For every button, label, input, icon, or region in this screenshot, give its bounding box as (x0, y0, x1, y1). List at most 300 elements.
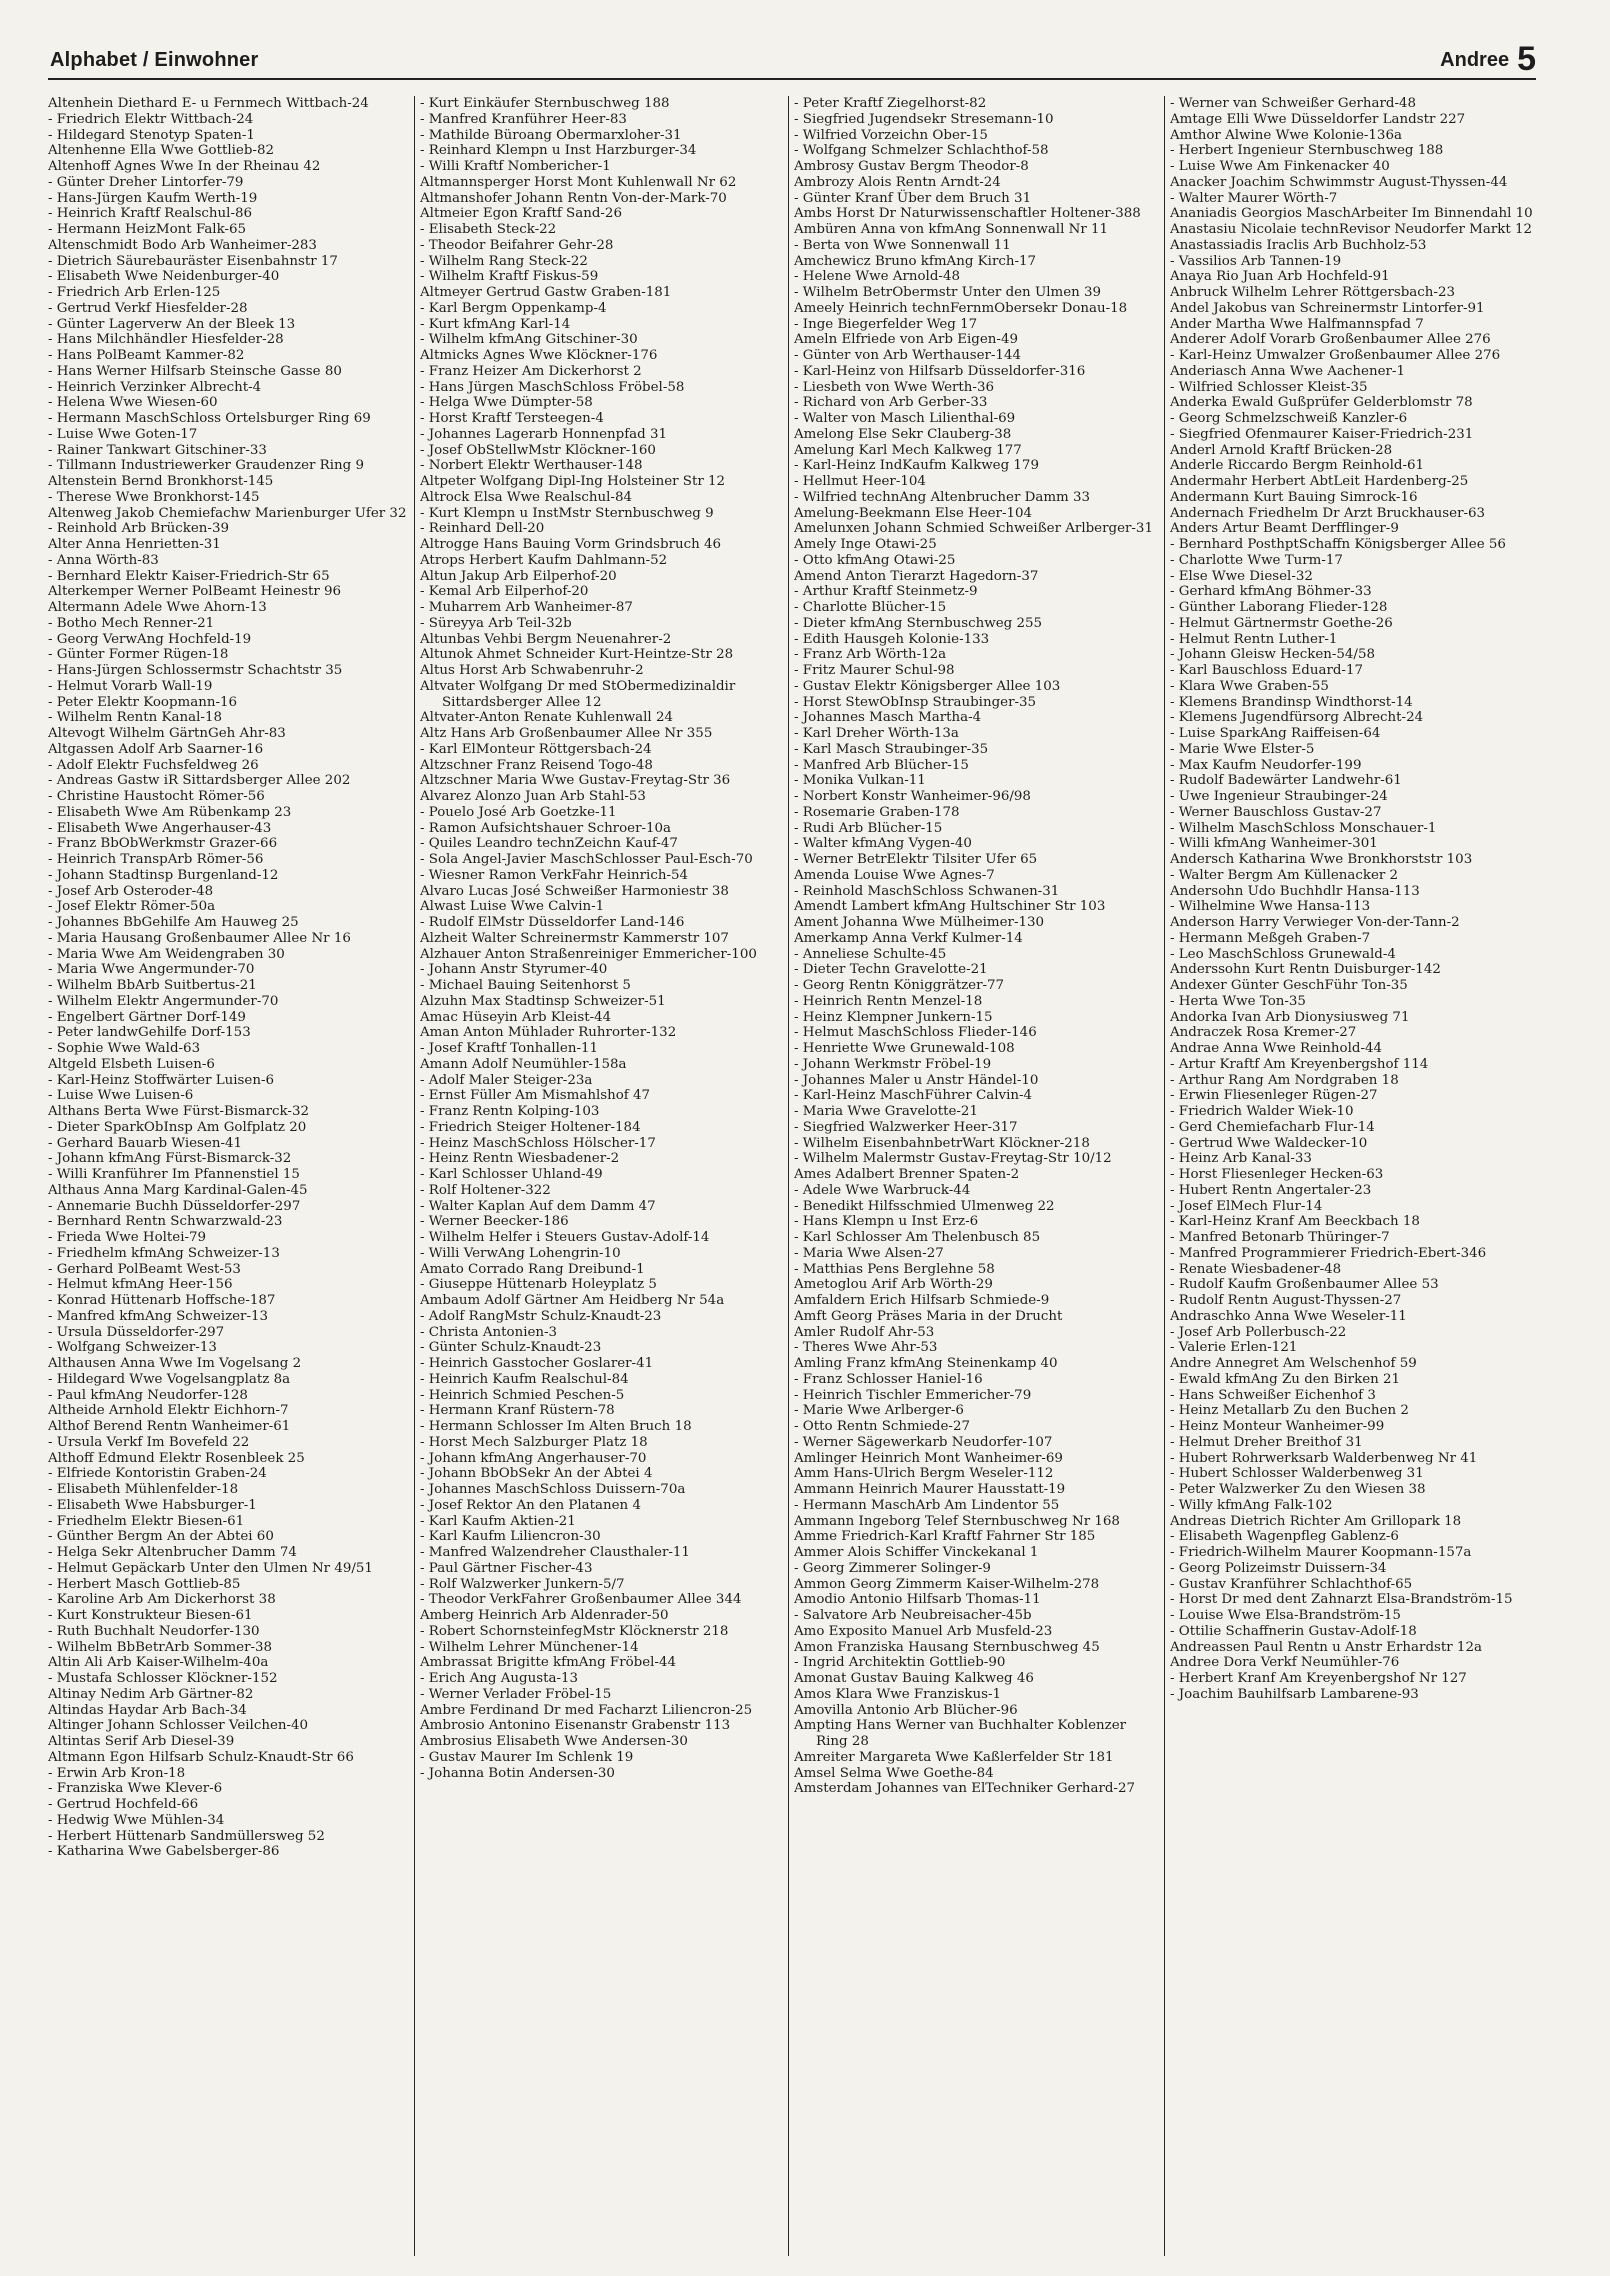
directory-entry: - Heinz MaschSchloss Hölscher-17 (420, 1135, 656, 1151)
directory-entry: - Ruth Buchhalt Neudorfer-130 (48, 1623, 260, 1639)
directory-entry: - Giuseppe Hüttenarb Holeyplatz 5 (420, 1277, 657, 1293)
directory-entry: - Gerd Chemiefacharb Flur-14 (1170, 1119, 1375, 1135)
directory-entry: - Theodor Beifahrer Gehr-28 (420, 237, 614, 253)
directory-entry: - Johannes Maler u Anstr Händel-10 (794, 1072, 1039, 1088)
directory-entry: - Heinrich Schmied Peschen-5 (420, 1387, 625, 1403)
directory-entry: - Siegfried Walzwerker Heer-317 (794, 1119, 1018, 1135)
directory-entry: Amfaldern Erich Hilfsarb Schmiede-9 (794, 1293, 1050, 1308)
directory-entry: - Elisabeth Wwe Angerhauser-43 (48, 820, 272, 836)
directory-entry: - Hans-Jürgen Schlossermstr Schachtstr 35 (48, 663, 343, 678)
directory-entry: - Anneliese Schulte-45 (794, 946, 947, 962)
directory-entry: - Klara Wwe Graben-55 (1170, 678, 1329, 694)
directory-entry: - Manfred Programmierer Friedrich-Ebert-346 (1170, 1245, 1487, 1261)
directory-entry: - Wilhelm Helfer i Steuers Gustav-Adolf-14 (420, 1230, 710, 1245)
directory-entry: Ament Johanna Wwe Mülheimer-130 (794, 915, 1045, 930)
directory-entry: Ananiadis Georgios MaschArbeiter Im Binnendahl 10 (1170, 206, 1533, 222)
directory-entry: - Karl Dreher Wörth-13a (794, 726, 959, 741)
directory-entry: Alvarez Alonzo Juan Arb Stahl-53 (420, 789, 646, 804)
directory-entry: Amsterdam Johannes van ElTechniker Gerhard-27 (794, 1781, 1135, 1797)
directory-entry: Altunok Ahmet Schneider Kurt-Heintze-Str 28 (420, 647, 734, 663)
directory-entry: - Johann Werkmstr Fröbel-19 (794, 1056, 992, 1072)
directory-entry: - Walter Kaplan Auf dem Damm 47 (420, 1198, 656, 1214)
directory-entry: - Ingrid Architektin Gottlieb-90 (794, 1655, 1006, 1671)
directory-entry: - Salvatore Arb Neubreisacher-45b (794, 1608, 1032, 1623)
directory-entry: - Theres Wwe Ahr-53 (794, 1340, 938, 1356)
directory-entry: - Max Kaufm Neudorfer-199 (1170, 757, 1362, 773)
directory-entry: - Siegfried Jugendsekr Stresemann-10 (794, 111, 1054, 127)
directory-entry: - Karl-Heinz von Hilfsarb Düsseldorfer-316 (794, 363, 1086, 379)
directory-entry: - Wilhelm Rang Steck-22 (420, 253, 588, 269)
directory-entry: - Maria Wwe Gravelotte-21 (794, 1104, 978, 1119)
directory-entry: - Johann kfmAng Fürst-Bismarck-32 (48, 1151, 292, 1167)
directory-entry: Andersohn Udo Buchhdlr Hansa-113 (1170, 883, 1420, 899)
directory-entry: - Heinz Klempner Junkern-15 (794, 1009, 993, 1025)
directory-entry: - Dietrich Säurebauräster Eisenbahnstr 17 (48, 253, 338, 269)
directory-entry: - Wilhelm Malermstr Gustav-Freytag-Str 10/12 (794, 1151, 1112, 1167)
directory-entry: - Charlotte Wwe Turm-17 (1170, 552, 1343, 568)
directory-entry: Altmeyer Gertrud Gastw Graben-181 (420, 285, 672, 300)
directory-entry: - Karl-Heinz IndKaufm Kalkweg 179 (794, 458, 1039, 474)
directory-entry: - Robert SchornsteinfegMstr Klöcknerstr 218 (420, 1623, 729, 1639)
directory-entry: Althof Berend Rentn Wanheimer-61 (48, 1419, 291, 1434)
directory-entry: - Ernst Füller Am Mismahlshof 47 (420, 1088, 651, 1104)
directory-entry: - Willi VerwAng Lohengrin-10 (420, 1245, 621, 1261)
directory-entry: Amenda Louise Wwe Agnes-7 (794, 867, 995, 883)
directory-entry: - Christine Haustocht Römer-56 (48, 789, 265, 804)
directory-entry: - Wolfgang Schmelzer Schlachthof-58 (794, 143, 1049, 159)
directory-entry: - Friedrich Elektr Wittbach-24 (48, 111, 254, 127)
directory-entry: - Muharrem Arb Wanheimer-87 (420, 600, 633, 615)
directory-entry: Amft Georg Präses Maria in der Drucht (794, 1308, 1063, 1324)
directory-entry: Altenstein Bernd Bronkhorst-145 (48, 474, 274, 489)
directory-entry: - Manfred kfmAng Schweizer-13 (48, 1308, 269, 1324)
directory-entry: Anderiasch Anna Wwe Aachener-1 (1170, 363, 1405, 379)
directory-entry: - Maria Wwe Am Weidengraben 30 (48, 946, 285, 962)
directory-entry: Atrops Herbert Kaufm Dahlmann-52 (420, 552, 668, 568)
directory-entry: - Friedrich-Wilhelm Maurer Koopmann-157a (1170, 1545, 1472, 1560)
directory-entry: Altrock Elsa Wwe Realschul-84 (420, 489, 632, 505)
directory-entry: Amerkamp Anna Verkf Kulmer-14 (794, 930, 1023, 946)
directory-entry: - Liesbeth von Wwe Werth-36 (794, 379, 994, 395)
directory-entry: - Wilhelm Kraftf Fiskus-59 (420, 269, 599, 285)
directory-entry: - Reinhard Klempn u Inst Harzburger-34 (420, 143, 697, 159)
directory-entry: Altmeier Egon Kraftf Sand-26 (420, 206, 622, 222)
directory-entry: - Johann Stadtinsp Burgenland-12 (48, 867, 279, 883)
directory-entry: - Adolf Maler Steiger-23a (420, 1072, 593, 1088)
directory-entry: - Elfriede Kontoristin Graben-24 (48, 1466, 267, 1482)
directory-entry: - Fritz Maurer Schul-98 (794, 663, 955, 678)
directory-entry: - Hans PolBeamt Kammer-82 (48, 348, 245, 363)
directory-entry: Altenhoff Agnes Wwe In der Rheinau 42 (48, 159, 321, 174)
directory-entry: - Bernhard PosthptSchaffn Königsberger Allee 56 (1170, 537, 1506, 552)
page-header (48, 40, 1536, 80)
directory-entry: - Artur Kraftf Am Kreyenbergshof 114 (1170, 1056, 1429, 1072)
directory-entry: - Erwin Arb Kron-18 (48, 1765, 186, 1781)
directory-entry: - Johannes Masch Martha-4 (794, 710, 982, 726)
directory-entry: Andraczek Rosa Kremer-27 (1170, 1025, 1357, 1041)
directory-entry: Alterkemper Werner PolBeamt Heinestr 96 (48, 584, 342, 600)
directory-entry: - Kurt kfmAng Karl-14 (420, 316, 571, 332)
directory-entry: Altpeter Wolfgang Dipl-Ing Holsteiner Str 12 (420, 474, 726, 489)
directory-entry: - Wolfgang Schweizer-13 (48, 1340, 217, 1356)
directory-entry: - Horst Kraftf Tersteegen-4 (420, 411, 604, 426)
directory-entry: - Matthias Pens Berglehne 58 (794, 1261, 995, 1277)
directory-entry: - Willi Kranführer Im Pfannenstiel 15 (48, 1167, 300, 1182)
directory-entry: - Ottilie Schaffnerin Gustav-Adolf-18 (1170, 1623, 1417, 1639)
directory-entry: Amelung Karl Mech Kalkweg 177 (794, 442, 1022, 458)
directory-entry: Altzschner Maria Wwe Gustav-Freytag-Str 36 (420, 773, 731, 789)
directory-entry: Altgassen Adolf Arb Saarner-16 (48, 741, 264, 757)
directory-entry: - Else Wwe Diesel-32 (1170, 568, 1313, 584)
directory-entry: - Peter Kraftf Ziegelhorst-82 (794, 96, 987, 111)
directory-entry: - Henriette Wwe Grunewald-108 (794, 1041, 1015, 1056)
directory-entry: Amac Hüseyin Arb Kleist-44 (420, 1009, 612, 1025)
directory-entry: - Günter Schulz-Knaudt-23 (420, 1340, 602, 1356)
directory-entry: Altgeld Elsbeth Luisen-6 (48, 1056, 215, 1072)
directory-entry: - Hubert Rentn Angertaler-23 (1170, 1182, 1372, 1198)
directory-entry: Amon Franziska Hausang Sternbuschweg 45 (794, 1639, 1100, 1655)
directory-entry: - Hubert Schlosser Walderbenweg 31 (1170, 1466, 1424, 1482)
directory-entry: - Walter von Masch Lilienthal-69 (794, 411, 1016, 426)
directory-entry: - Werner BetrElektr Tilsiter Ufer 65 (794, 852, 1038, 867)
directory-entry: - Kurt Konstrukteur Biesen-61 (48, 1608, 253, 1623)
directory-entry: - Michael Bauing Seitenhorst 5 (420, 978, 631, 993)
directory-entry: Altmannsperger Horst Mont Kuhlenwall Nr 62 (420, 174, 737, 190)
directory-entry: - Elisabeth Steck-22 (420, 222, 557, 237)
directory-entry: - Wilfried Vorzeichn Ober-15 (794, 127, 988, 143)
directory-entry: Andree Dora Verkf Neumühler-76 (1170, 1655, 1400, 1671)
directory-entry: Anastasiu Nicolaie technRevisor Neudorfer Markt 12 (1170, 222, 1533, 237)
directory-entry: - Rudolf Rentn August-Thyssen-27 (1170, 1293, 1402, 1308)
directory-entry: - Adolf Elektr Fuchsfeldweg 26 (48, 757, 259, 773)
directory-entry: - Wilhelm Rentn Kanal-18 (48, 710, 222, 726)
directory-entry: Amler Rudolf Ahr-53 (794, 1324, 935, 1340)
directory-entry: - Hans Milchhändler Hiesfelder-28 (48, 332, 284, 348)
directory-entry: Amthor Alwine Wwe Kolonie-136a (1170, 127, 1402, 143)
directory-entry: - Johanna Botin Andersen-30 (420, 1765, 615, 1781)
directory-entry: - Hans Jürgen MaschSchloss Fröbel-58 (420, 379, 685, 395)
directory-entry: - Johann Anstr Styrumer-40 (420, 962, 608, 978)
directory-entry: - Paul Gärtner Fischer-43 (420, 1560, 593, 1576)
directory-entry: - Annemarie Buchh Düsseldorfer-297 (48, 1198, 301, 1214)
directory-entry: - Manfred Betonarb Thüringer-7 (1170, 1230, 1390, 1245)
directory-entry: - Helene Wwe Arnold-48 (794, 269, 960, 285)
directory-entry: - Frieda Wwe Holtei-79 (48, 1230, 207, 1245)
directory-entry: - Heinz Metallarb Zu den Buchen 2 (1170, 1403, 1409, 1419)
directory-entry: - Horst StewObInsp Straubinger-35 (794, 694, 1037, 710)
directory-entry: - Peter Elektr Koopmann-16 (48, 694, 238, 710)
directory-entry: - Karl Kaufm Liliencron-30 (420, 1529, 601, 1545)
directory-entry: Altz Hans Arb Großenbaumer Allee Nr 355 (420, 726, 713, 741)
directory-entry: Amelong Else Sekr Clauberg-38 (794, 426, 1012, 442)
directory-entry: - Werner Beecker-186 (420, 1214, 569, 1230)
directory-entry: Altevogt Wilhelm GärtnGeh Ahr-83 (48, 726, 286, 741)
directory-entry: - Johann BbObSekr An der Abtei 4 (420, 1466, 653, 1482)
directory-entry: - Helmut Dreher Breithof 31 (1170, 1434, 1363, 1450)
directory-entry: - Vassilios Arb Tannen-19 (1170, 253, 1342, 269)
directory-entry: - Josef ElMech Flur-14 (1170, 1198, 1323, 1214)
directory-entry: - Franz Schlosser Haniel-16 (794, 1371, 983, 1387)
directory-entry: Ambüren Anna von kfmAng Sonnenwall Nr 11 (794, 222, 1109, 237)
directory-entry: - Rudi Arb Blücher-15 (794, 820, 943, 836)
directory-entry: - Elisabeth Wwe Am Rübenkamp 23 (48, 804, 292, 820)
directory-entry: - Günter Lagerverw An der Bleek 13 (48, 316, 296, 332)
directory-entry: Andel Jakobus van Schreinermstr Lintorfer-91 (1170, 300, 1485, 316)
directory-entry: - Ursula Düsseldorfer-297 (48, 1324, 225, 1340)
directory-entry: - Rudolf Badewärter Landwehr-61 (1170, 773, 1402, 789)
directory-entry: - Karl Bauschloss Eduard-17 (1170, 663, 1363, 678)
directory-entry: - Christa Antonien-3 (420, 1324, 558, 1340)
directory-entry: Ammann Heinrich Maurer Hausstatt-19 (794, 1482, 1066, 1497)
directory-entry: - Ursula Verkf Im Bovefeld 22 (48, 1434, 250, 1450)
directory-entry: - Norbert Elektr Werthauser-148 (420, 458, 643, 474)
directory-entry: Anderssohn Kurt Rentn Duisburger-142 (1170, 962, 1441, 978)
directory-entry: - Quiles Leandro technZeichn Kauf-47 (420, 836, 678, 852)
directory-entry: - Karl-Heinz Umwalzer Großenbaumer Allee 276 (1170, 348, 1501, 363)
directory-entry: - Helmut Gärtnermstr Goethe-26 (1170, 615, 1393, 631)
directory-entry: Andreas Dietrich Richter Am Grillopark 18 (1170, 1513, 1462, 1529)
directory-entry: Amann Adolf Neumühler-158a (420, 1056, 627, 1072)
directory-entry: Altinger Johann Schlosser Veilchen-40 (48, 1718, 309, 1734)
directory-entry: - Herbert Masch Gottlieb-85 (48, 1576, 241, 1592)
column-divider (788, 96, 789, 2256)
directory-entry: - Joachim Bauhilfsarb Lambarene-93 (1170, 1686, 1419, 1702)
directory-entry: - Marie Wwe Elster-5 (1170, 741, 1315, 757)
directory-entry: - Josef Elektr Römer-50a (48, 899, 216, 915)
directory-entry: - Herbert Kranf Am Kreyenbergshof Nr 127 (1170, 1671, 1467, 1686)
directory-entry: - Marie Wwe Arlberger-6 (794, 1403, 964, 1419)
directory-entry: Amlinger Heinrich Mont Wanheimer-69 (794, 1450, 1063, 1466)
directory-entry: - Theodor VerkFahrer Großenbaumer Allee 344 (420, 1592, 742, 1608)
directory-entry: - Franz Heizer Am Dickerhorst 2 (420, 363, 642, 379)
directory-entry: - Süreyya Arb Teil-32b (420, 615, 572, 631)
directory-entry: - Elisabeth Mühlenfelder-18 (48, 1482, 239, 1497)
directory-entry: Altzschner Franz Reisend Togo-48 (420, 757, 653, 773)
directory-entry: - Franz Rentn Kolping-103 (420, 1104, 600, 1119)
directory-entry: Altenschmidt Bodo Arb Wanheimer-283 (48, 237, 317, 253)
directory-entry: - Rosemarie Graben-178 (794, 804, 960, 820)
directory-entry: - Sola Angel-Javier MaschSchlosser Paul-Esch-70 (420, 852, 753, 867)
running-head-keyword: Andree (1440, 49, 1510, 71)
directory-entry: - Wilhelm MaschSchloss Monschauer-1 (1170, 820, 1437, 836)
directory-entry: Ambrosy Gustav Bergm Theodor-8 (794, 159, 1029, 174)
directory-column (48, 96, 408, 2252)
directory-entry: Andexer Günter GeschFühr Ton-35 (1170, 978, 1408, 993)
directory-entry: Althans Berta Wwe Fürst-Bismarck-32 (48, 1104, 309, 1119)
directory-entry: - Karl Kaufm Aktien-21 (420, 1513, 576, 1529)
directory-entry: - Maria Wwe Alsen-27 (794, 1245, 944, 1261)
directory-entry: Amme Friedrich-Karl Kraftf Fahrner Str 185 (794, 1529, 1096, 1545)
directory-entry: - Rainer Tankwart Gitschiner-33 (48, 442, 267, 458)
directory-entry: - Heinrich TranspArb Römer-56 (48, 852, 264, 867)
directory-entry: Ametoglou Arif Arb Wörth-29 (794, 1277, 993, 1293)
directory-entry: - Friedrich Steiger Holtener-184 (420, 1119, 641, 1135)
directory-entry: Andermahr Herbert AbtLeit Hardenberg-25 (1170, 474, 1469, 489)
directory-entry: Altin Ali Arb Kaiser-Wilhelm-40a (48, 1655, 269, 1671)
directory-entry: - Walter Maurer Wörth-7 (1170, 190, 1338, 206)
directory-entry: - Gertrud Wwe Waldecker-10 (1170, 1135, 1368, 1151)
directory-entry: - Heinrich Verzinker Albrecht-4 (48, 379, 262, 395)
directory-entry: Althausen Anna Wwe Im Vogelsang 2 (48, 1356, 302, 1371)
directory-entry: - Günter Dreher Lintorfer-79 (48, 174, 244, 190)
directory-entry: - Friedhelm Elektr Biesen-61 (48, 1513, 245, 1529)
directory-entry: - Therese Wwe Bronkhorst-145 (48, 489, 260, 505)
directory-entry: Ambs Horst Dr Naturwissenschaftler Holtener-388 (794, 206, 1141, 222)
directory-entry: Ambaum Adolf Gärtner Am Heidberg Nr 54a (420, 1293, 725, 1308)
directory-entry: - Günter Former Rügen-18 (48, 647, 229, 663)
directory-entry: - Wilhelm BbArb Suitbertus-21 (48, 978, 257, 993)
directory-entry: - Horst Dr med dent Zahnarzt Elsa-Brandström-15 (1170, 1592, 1513, 1608)
directory-entry: - Elisabeth Wagenpfleg Gablenz-6 (1170, 1529, 1399, 1545)
directory-entry: - Reinhold MaschSchloss Schwanen-31 (794, 883, 1060, 899)
directory-entry: - Wilhelmine Wwe Hansa-113 (1170, 899, 1371, 915)
directory-entry: - Paul kfmAng Neudorfer-128 (48, 1387, 248, 1403)
directory-entry: Altenhenne Ella Wwe Gottlieb-82 (48, 143, 274, 159)
directory-entry: - Hans Werner Hilfsarb Steinsche Gasse 80 (48, 363, 342, 379)
directory-entry: - Bernhard Rentn Schwarzwald-23 (48, 1214, 283, 1230)
directory-entry: - Willi kfmAng Wanheimer-301 (1170, 836, 1378, 852)
directory-entry: - Gerhard PolBeamt West-53 (48, 1261, 241, 1277)
directory-entry: - Gerhard kfmAng Böhmer-33 (1170, 584, 1372, 600)
directory-entry: - Luise Wwe Am Finkenacker 40 (1170, 159, 1390, 174)
directory-entry: Andermann Kurt Bauing Simrock-16 (1170, 489, 1418, 505)
directory-entry: - Karl ElMonteur Röttgersbach-24 (420, 741, 652, 757)
directory-entry: Anders Artur Beamt Derfflinger-9 (1170, 521, 1399, 537)
directory-entry: - Manfred Arb Blücher-15 (794, 757, 969, 773)
directory-entry: Altvater-Anton Renate Kuhlenwall 24 (420, 710, 674, 726)
directory-entry: - Gertrud Verkf Hiesfelder-28 (48, 300, 248, 316)
directory-entry: - Johann Gleisw Hecken-54/58 (1170, 647, 1375, 663)
directory-entry: - Johannes Lagerarb Honnenpfad 31 (420, 426, 668, 442)
directory-entry: Ameln Elfriede von Arb Eigen-49 (794, 332, 1018, 348)
column-divider (414, 96, 415, 2256)
directory-entry: Andraschko Anna Wwe Weseler-11 (1170, 1308, 1407, 1324)
directory-entry: Amovilla Antonio Arb Blücher-96 (794, 1702, 1018, 1718)
directory-entry: - Hermann Schlosser Im Alten Bruch 18 (420, 1419, 692, 1434)
directory-entry: - Kurt Einkäufer Sternbuschweg 188 (420, 96, 670, 111)
directory-entry: Amling Franz kfmAng Steinenkamp 40 (794, 1356, 1058, 1371)
directory-column (1170, 96, 1536, 2252)
directory-entry: - Helmut kfmAng Heer-156 (48, 1277, 233, 1293)
directory-entry: - Hermann Meßgeh Graben-7 (1170, 930, 1371, 946)
directory-entry: - Karl Schlosser Uhland-49 (420, 1167, 603, 1182)
header-right (1440, 42, 1536, 76)
directory-entry: - Elisabeth Wwe Habsburger-1 (48, 1497, 257, 1513)
directory-entry: - Luise Wwe Goten-17 (48, 426, 198, 442)
directory-entry: - Manfred Walzendreher Clausthaler-11 (420, 1545, 690, 1560)
directory-entry: Andreassen Paul Rentn u Anstr Erhardstr 12a (1170, 1639, 1482, 1655)
directory-entry: - Karl-Heinz Kranf Am Beeckbach 18 (1170, 1214, 1420, 1230)
directory-entry: - Werner Verlader Fröbel-15 (420, 1686, 612, 1702)
directory-entry: - Engelbert Gärtner Dorf-149 (48, 1009, 246, 1025)
directory-entry: - Andreas Gastw iR Sittardsberger Allee 202 (48, 773, 351, 789)
directory-entry: - Georg VerwAng Hochfeld-19 (48, 631, 252, 647)
directory-entry: - Benedikt Hilfsschmied Ulmenweg 22 (794, 1198, 1055, 1214)
directory-entry: - Hermann MaschArb Am Lindentor 55 (794, 1497, 1060, 1513)
directory-entry: - Helga Wwe Dümpter-58 (420, 395, 593, 411)
directory-entry: Altmann Egon Hilfsarb Schulz-Knaudt-Str 66 (48, 1749, 354, 1765)
directory-entry: - Willy kfmAng Falk-102 (1170, 1497, 1333, 1513)
directory-entry: - Helena Wwe Wiesen-60 (48, 395, 218, 411)
section-title: Alphabet / Einwohner (50, 49, 259, 71)
directory-entry: - Gustav Elektr Königsberger Allee 103 (794, 678, 1061, 694)
directory-entry: - Georg Zimmerer Solinger-9 (794, 1560, 991, 1576)
directory-entry: - Wilhelm BbBetrArb Sommer-38 (48, 1639, 273, 1655)
directory-entry: - Werner van Schweißer Gerhard-48 (1170, 96, 1417, 111)
directory-entry: Anderle Riccardo Bergm Reinhold-61 (1170, 458, 1425, 474)
directory-entry: - Dieter kfmAng Sternbuschweg 255 (794, 615, 1043, 631)
directory-entry: - Heinz Arb Kanal-33 (1170, 1151, 1312, 1167)
directory-entry: - Peter Walzwerker Zu den Wiesen 38 (1170, 1482, 1426, 1497)
directory-entry: - Helga Sekr Altenbrucher Damm 74 (48, 1545, 297, 1560)
directory-entry: - Rudolf ElMstr Düsseldorfer Land-146 (420, 915, 685, 930)
directory-entry: - Adele Wwe Warbruck-44 (794, 1182, 971, 1198)
directory-entry: Amreiter Margareta Wwe Kaßlerfelder Str 181 (794, 1749, 1114, 1765)
directory-entry: - Richard von Arb Gerber-33 (794, 395, 988, 411)
directory-entry: - Walter Bergm Am Küllenacker 2 (1170, 867, 1399, 883)
directory-entry: - Dieter Techn Gravelotte-21 (794, 962, 988, 978)
directory-entry: Alzhauer Anton Straßenreiniger Emmericher-100 (420, 946, 757, 962)
directory-entry: - Mustafa Schlosser Klöckner-152 (48, 1671, 278, 1686)
directory-entry: Altindas Haydar Arb Bach-34 (48, 1702, 247, 1718)
directory-entry: Ambrosio Antonino Eisenanstr Grabenstr 113 (420, 1718, 731, 1734)
directory-entry: Amato Corrado Rang Dreibund-1 (420, 1261, 645, 1277)
directory-entry: Ander Martha Wwe Halfmannspfad 7 (1170, 316, 1424, 332)
directory-entry: Amend Anton Tierarzt Hagedorn-37 (794, 568, 1039, 584)
directory-entry: - Arthur Rang Am Nordgraben 18 (1170, 1072, 1399, 1088)
directory-entry: Aman Anton Mühlader Ruhrorter-132 (420, 1025, 677, 1041)
directory-entry: Althaus Anna Marg Kardinal-Galen-45 (48, 1182, 308, 1198)
directory-entry: - Hellmut Heer-104 (794, 474, 926, 489)
directory-entry: Anacker Joachim Schwimmstr August-Thyssen-44 (1170, 174, 1508, 190)
directory-entry: - Johann kfmAng Angerhauser-70 (420, 1450, 647, 1466)
directory-entry: Anderl Arnold Kraftf Brücken-28 (1170, 442, 1393, 458)
directory-entry: - Maria Hausang Großenbaumer Allee Nr 16 (48, 930, 351, 946)
directory-entry: - Gertrud Hochfeld-66 (48, 1797, 199, 1812)
directory-entry: - Günter Kranf Über dem Bruch 31 (794, 190, 1032, 206)
directory-entry: - Horst Mech Salzburger Platz 18 (420, 1434, 648, 1450)
directory-entry: Anastassiadis Iraclis Arb Buchholz-53 (1170, 237, 1427, 253)
directory-entry: Ammann Ingeborg Telef Sternbuschweg Nr 168 (794, 1513, 1120, 1529)
directory-entry: - Karl Masch Straubinger-35 (794, 741, 989, 757)
directory-entry: - Wilhelm BetrObermstr Unter den Ulmen 39 (794, 285, 1102, 300)
directory-entry: - Hubert Rohrwerksarb Walderbenweg Nr 41 (1170, 1450, 1478, 1466)
directory-entry: Amo Exposito Manuel Arb Musfeld-23 (794, 1623, 1053, 1639)
directory-entry: - Pouelo José Arb Goetzke-11 (420, 804, 617, 820)
directory-entry: Andernach Friedhelm Dr Arzt Bruckhauser-63 (1170, 505, 1486, 521)
directory-entry: Altmicks Agnes Wwe Klöckner-176 (420, 348, 658, 363)
directory-entry: Altheide Arnhold Elektr Eichhorn-7 (48, 1403, 289, 1419)
directory-entry: - Heinrich Gasstocher Goslarer-41 (420, 1356, 654, 1371)
directory-entry: Altmanshofer Johann Rentn Von-der-Mark-70 (420, 190, 727, 206)
directory-entry: - Rolf Holtener-322 (420, 1182, 551, 1198)
directory-entry: - Günter von Arb Werthauser-144 (794, 348, 1021, 363)
column-divider (1164, 96, 1165, 2256)
directory-entry: Altenweg Jakob Chemiefachw Marienburger Ufer 32 (48, 505, 407, 521)
directory-entry: - Hildegard Wwe Vogelsangplatz 8a (48, 1371, 291, 1387)
directory-entry: - Josef Arb Osteroder-48 (48, 883, 214, 899)
directory-entry: - Helmut Vorarb Wall-19 (48, 678, 213, 694)
directory-entry: - Helmut Rentn Luther-1 (1170, 631, 1338, 647)
directory-entry: - Ewald kfmAng Zu den Birken 21 (1170, 1371, 1401, 1387)
directory-entry: Amendt Lambert kfmAng Hultschiner Str 103 (794, 899, 1106, 915)
directory-entry: Andrae Anna Wwe Reinhold-44 (1170, 1041, 1383, 1056)
directory-entry: Altermann Adele Wwe Ahorn-13 (48, 600, 267, 615)
directory-entry: - Friedrich Walder Wiek-10 (1170, 1104, 1354, 1119)
directory-entry: - Erich Ang Augusta-13 (420, 1671, 579, 1686)
directory-entry: - Herbert Hüttenarb Sandmüllersweg 52 (48, 1828, 325, 1844)
directory-column (420, 96, 782, 2252)
